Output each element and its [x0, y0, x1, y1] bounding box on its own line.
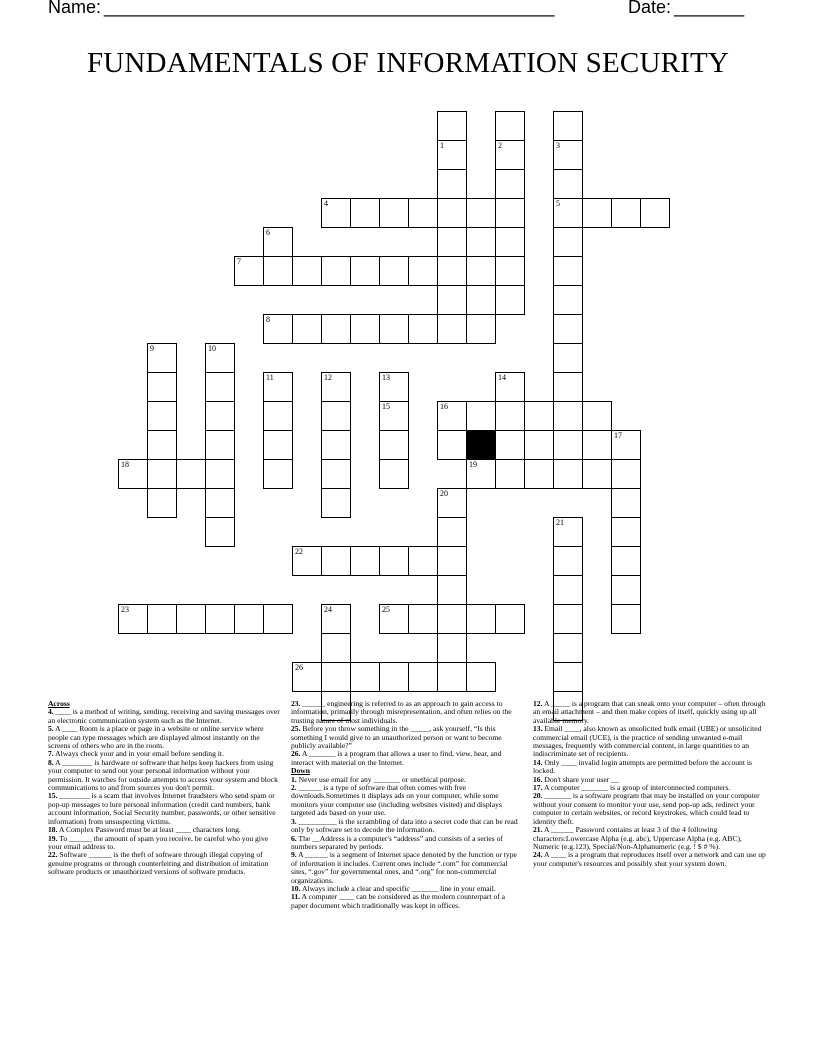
grid-cell [379, 604, 409, 634]
grid-cell [495, 111, 525, 141]
grid-cell [350, 198, 380, 228]
grid-cell [263, 459, 293, 489]
clue-item-text: A ____ is a program that reproduces itself over a network and can use up your computer's resources and possibly shut your system down. [533, 850, 766, 868]
clue-item-text: A computer _______ is a group of interconnected computers. [542, 783, 731, 793]
clue-item [291, 750, 523, 767]
clue-number: 23 [121, 605, 129, 614]
clue-number: 2 [498, 141, 502, 150]
grid-cell [495, 227, 525, 257]
grid-cell [408, 314, 438, 344]
clue-item-number: 11. [291, 892, 301, 902]
grid-cell [350, 314, 380, 344]
grid-cell [437, 604, 467, 634]
grid-cell [466, 604, 496, 634]
grid-cell [263, 256, 293, 286]
clue-item-number: 15. [48, 791, 58, 801]
grid-cell [118, 459, 148, 489]
grid-cell [495, 140, 525, 170]
clue-heading-down: Down [291, 766, 310, 776]
grid-cell [437, 430, 467, 460]
clue-item-number: 22. [48, 850, 58, 860]
clue-number: 21 [556, 518, 564, 527]
grid-cell [466, 198, 496, 228]
clue-item [48, 835, 280, 852]
grid-cell [263, 401, 293, 431]
grid-cell [495, 401, 525, 431]
grid-cell [611, 575, 641, 605]
clue-number: 22 [295, 547, 303, 556]
grid-cell [408, 604, 438, 634]
grid-cell [408, 546, 438, 576]
clue-number: 20 [440, 489, 448, 498]
clue-number: 5 [556, 199, 560, 208]
clue-item-text: __________ is the scrambling of data into a secret code that can be read only by software set to decode the information. [291, 816, 518, 835]
clue-number: 11 [266, 373, 274, 382]
grid-cell [379, 401, 409, 431]
clue-item-number: 8. [48, 757, 54, 767]
grid-cell [321, 546, 351, 576]
grid-cell [524, 459, 554, 489]
clue-number: 15 [382, 402, 390, 411]
clue-item-text: ______ engineering is referred to as an approach to gain access to information, primarily through misrepresentation, and often relies on the trusting nature of most individuals. [291, 699, 512, 725]
grid-cell [466, 459, 496, 489]
grid-cell [263, 227, 293, 257]
grid-cell [321, 198, 351, 228]
grid-cell-blocked [466, 430, 496, 460]
grid-cell [582, 401, 612, 431]
clue-item-number: 3. [291, 816, 297, 826]
grid-cell [292, 662, 322, 692]
clue-item-number: 18. [48, 825, 58, 835]
grid-cell [553, 459, 583, 489]
clue-item [291, 893, 523, 910]
grid-cell [263, 314, 293, 344]
clue-item [291, 700, 523, 725]
grid-cell [611, 488, 641, 518]
clue-item-number: 9. [291, 850, 297, 860]
grid-cell [292, 256, 322, 286]
grid-cell [205, 517, 235, 547]
clue-item-text: A _____ is a program that can sneak onto your computer – often through an email attachment – and then make copies of itself, quickly using up all available memory. [533, 699, 766, 725]
grid-cell [553, 372, 583, 402]
clue-item [291, 725, 523, 750]
clue-item [291, 818, 523, 835]
grid-cell [553, 111, 583, 141]
clue-number: 4 [324, 199, 328, 208]
clue-item-text: The __Address is a computer's “address” and consists of a series of numbers separated by periods. [291, 833, 503, 851]
grid-cell [553, 401, 583, 431]
grid-cell [321, 401, 351, 431]
grid-cell [437, 546, 467, 576]
clue-item-text: _______ is a software program that may be installed on your computer without your consent to monitor your use, send pop-up ads, redirect your computer to certain websites, or record keystrokes, which could lead to identity theft. [533, 791, 760, 826]
grid-cell [553, 575, 583, 605]
clue-item [533, 759, 768, 776]
puzzle-title: FUNDAMENTALS OF INFORMATION SECURITY [86, 47, 730, 79]
clue-item-text: Always include a clear and specific _______ line in your email. [300, 883, 496, 893]
grid-cell [495, 430, 525, 460]
grid-cell [437, 517, 467, 547]
clue-number: 24 [324, 605, 332, 614]
grid-cell [176, 459, 206, 489]
grid-cell [176, 604, 206, 634]
grid-cell [495, 372, 525, 402]
clue-item-text: To ______ the amount of spam you receive, be careful who you give your email address to. [48, 833, 269, 851]
clue-number: 12 [324, 373, 332, 382]
grid-cell [553, 430, 583, 460]
clue-number: 13 [382, 373, 390, 382]
clue-item [291, 835, 523, 852]
grid-cell [263, 604, 293, 634]
clue-item [291, 784, 523, 818]
grid-cell [147, 604, 177, 634]
grid-cell [437, 140, 467, 170]
grid-cell [437, 662, 467, 692]
grid-cell [205, 459, 235, 489]
grid-cell [321, 488, 351, 518]
clue-number: 19 [469, 460, 477, 469]
grid-cell [611, 546, 641, 576]
grid-cell [495, 604, 525, 634]
grid-cell [379, 430, 409, 460]
clue-item [533, 725, 768, 759]
grid-cell [466, 662, 496, 692]
grid-cell [147, 343, 177, 373]
grid-cell [553, 227, 583, 257]
grid-cell [205, 488, 235, 518]
clue-item-text: ________ is a scam that involves Internet fraudsters who send spam or pop-up messages to lure personal information (credit card numbers, bank account information, Social Security number, passwords, or other sensitive information) from unsuspecting victims. [48, 791, 276, 826]
grid-cell [553, 343, 583, 373]
grid-cell [437, 256, 467, 286]
grid-cell [553, 256, 583, 286]
grid-cell [553, 546, 583, 576]
clue-item [533, 792, 768, 826]
clue-item-text: Never use email for any _______ or unethical purpose. [296, 774, 466, 784]
clue-item-number: 4. [48, 707, 54, 717]
name-label: Name: [48, 0, 102, 17]
grid-cell [553, 517, 583, 547]
clue-item-text: Email ____, also known as unsolicited bulk email (UBE) or unsolicited commercial email (UCE), is the practice of sending unwanted e-mail messages, frequently with commercial content, in large quantities to an indiscriminate set of recipients. [533, 724, 762, 759]
grid-cell [205, 604, 235, 634]
grid-cell [437, 575, 467, 605]
clue-item-text: Before you throw something in the _____, ask yourself, “Is this something I would give to an unauthorized person or want to become publicly available?” [291, 724, 502, 751]
grid-cell [437, 314, 467, 344]
grid-cell [379, 459, 409, 489]
grid-cell [495, 198, 525, 228]
grid-cell [379, 256, 409, 286]
clue-item-text: A ____ Room is a place or page in a website or online service where people can type messages which are displayed almost instantly on the screens of others who are in the room. [48, 724, 264, 751]
clue-number: 9 [150, 344, 154, 353]
clue-item-number: 21. [533, 825, 543, 835]
clue-item [48, 851, 280, 876]
clue-item-number: 12. [533, 699, 543, 708]
clue-item-number: 16. [533, 774, 543, 784]
clue-item-number: 6. [291, 833, 297, 843]
grid-cell [321, 430, 351, 460]
clue-item-number: 13. [533, 724, 543, 734]
grid-cell [495, 256, 525, 286]
grid-cell [611, 430, 641, 460]
grid-cell [350, 546, 380, 576]
grid-cell [292, 546, 322, 576]
clue-number: 6 [266, 228, 270, 237]
grid-cell [147, 430, 177, 460]
clue-item-number: 25. [291, 724, 301, 734]
grid-cell [292, 314, 322, 344]
grid-cell [582, 430, 612, 460]
clues-column-1 [48, 700, 280, 877]
grid-cell [495, 285, 525, 315]
grid-cell [379, 662, 409, 692]
clue-number: 25 [382, 605, 390, 614]
grid-cell [640, 198, 670, 228]
grid-cell [466, 256, 496, 286]
clue-number: 26 [295, 663, 303, 672]
grid-cell [437, 111, 467, 141]
clue-item-number: 19. [48, 833, 58, 843]
grid-cell [437, 633, 467, 663]
grid-cell [611, 604, 641, 634]
clue-item [48, 759, 280, 793]
grid-cell [234, 256, 264, 286]
grid-cell [495, 459, 525, 489]
grid-cell [118, 604, 148, 634]
clue-item-text: A ______ Password contains at least 3 of the 4 following characters:Lowercase Alpha (e.g. abc), Uppercase Alpha (e.g. ABC), Numeric (e.g.123), Special/Non-Alphanumeric (e.g. ! $ # %). [533, 825, 742, 851]
grid-cell [408, 662, 438, 692]
grid-cell [553, 198, 583, 228]
clue-item [48, 725, 280, 750]
grid-cell [437, 285, 467, 315]
grid-cell [205, 430, 235, 460]
clue-number: 8 [266, 315, 270, 324]
grid-cell [553, 140, 583, 170]
grid-cell [437, 488, 467, 518]
grid-cell [437, 401, 467, 431]
grid-cell [408, 198, 438, 228]
clue-item-number: 14. [533, 757, 543, 767]
clue-item [533, 826, 768, 851]
grid-cell [379, 198, 409, 228]
clue-item-number: 5. [48, 724, 54, 734]
grid-cell [582, 459, 612, 489]
grid-cell [350, 662, 380, 692]
grid-cell [147, 372, 177, 402]
clue-item [48, 708, 280, 725]
clues-column-2 [291, 700, 523, 910]
grid-cell [205, 372, 235, 402]
grid-cell [379, 546, 409, 576]
clue-number: 7 [237, 257, 241, 266]
clue-number: 18 [121, 460, 129, 469]
grid-cell [437, 198, 467, 228]
grid-cell [321, 604, 351, 634]
clue-item-number: 17. [533, 783, 543, 793]
grid-cell [437, 169, 467, 199]
grid-cell [582, 198, 612, 228]
grid-cell [437, 227, 467, 257]
clue-item [533, 700, 768, 725]
grid-cell [147, 459, 177, 489]
grid-cell [611, 198, 641, 228]
grid-cell [553, 314, 583, 344]
grid-cell [553, 285, 583, 315]
clue-item-number: 24. [533, 850, 543, 860]
grid-cell [234, 604, 264, 634]
grid-cell [321, 372, 351, 402]
date-blank-line: _______ [674, 0, 745, 17]
grid-cell [553, 633, 583, 663]
clue-number: 10 [208, 344, 216, 353]
clue-item-number: 7. [48, 749, 54, 759]
clue-item-text: Software ______ is the theft of software through illegal copying of genuine programs or through counterfeiting and distribution of imitation software products or unauthorized versions of software products. [48, 850, 269, 877]
grid-cell [350, 256, 380, 286]
clue-item [48, 792, 280, 826]
grid-cell [321, 633, 351, 663]
clue-item-number: 26. [291, 749, 301, 759]
clue-item-number: 2. [291, 783, 297, 793]
clue-number: 3 [556, 141, 560, 150]
clues-column-3 [533, 700, 768, 868]
clue-item-text: A ________ is hardware or software that helps keep hackers from using your computer to send out your personal information without your permission. It watches for outside attempts to access your system and block communications to and from sources you don't permit. [48, 757, 278, 793]
date-label: Date: [628, 0, 672, 17]
grid-cell [524, 401, 554, 431]
clue-heading-across: Across [48, 699, 70, 708]
grid-cell [553, 604, 583, 634]
clue-item-text: ______ is a type of software that often comes with free downloads.Sometimes it displays ads on your computer, while some monitors your computer use (including websites visited) and displays targeted ads based on your use. [291, 783, 502, 818]
grid-cell [611, 517, 641, 547]
grid-cell [147, 488, 177, 518]
clue-number: 16 [440, 402, 448, 411]
clue-number: 17 [614, 431, 622, 440]
clue-item-text: A computer ____ can be considered as the modern counterpart of a paper document which traditionally was kept in offices. [291, 892, 506, 910]
clue-item-number: 1. [291, 774, 297, 784]
grid-cell [321, 459, 351, 489]
clue-item-text: A Complex Password must be at least ____ characters long. [57, 825, 241, 835]
grid-cell [147, 401, 177, 431]
grid-cell [205, 401, 235, 431]
grid-cell [553, 662, 583, 692]
clue-item-text: A _______ is a program that allows a user to find, view, hear, and interact with material on the Internet. [291, 749, 502, 767]
grid-cell [379, 314, 409, 344]
clue-item [291, 851, 523, 885]
clue-item-text: A ______ is a segment of Internet space denoted by the function or type of information it includes. Current ones include “.com” for commercial sites, “.gov” for governmental ones, and “.org” for non-commercial organizations. [291, 850, 517, 885]
grid-cell [321, 662, 351, 692]
grid-cell [553, 169, 583, 199]
grid-cell [263, 372, 293, 402]
grid-cell [495, 169, 525, 199]
clue-number: 1 [440, 141, 444, 150]
grid-cell [205, 343, 235, 373]
clue-item-text: Always check your and in your email before sending it. [53, 749, 224, 759]
clue-item-number: 23. [291, 699, 301, 708]
name-blank-line: _____________________________________________ [104, 0, 555, 17]
grid-cell [321, 256, 351, 286]
grid-cell [466, 314, 496, 344]
grid-cell [263, 430, 293, 460]
clue-number: 14 [498, 373, 506, 382]
clue-item-text: ____ is a method of writing, sending, receiving and saving messages over an electronic communication system such as the Internet. [48, 707, 280, 725]
grid-cell [408, 256, 438, 286]
grid-cell [379, 372, 409, 402]
grid-cell [466, 401, 496, 431]
grid-cell [524, 430, 554, 460]
clue-item-text: Don't share your user __ [542, 774, 619, 784]
grid-cell [321, 314, 351, 344]
clue-item-number: 20. [533, 791, 543, 801]
grid-cell [611, 459, 641, 489]
clue-item-number: 10. [291, 883, 301, 893]
clue-item-text: Only ____ invalid login attempts are permitted before the account is locked. [533, 757, 752, 776]
clue-item [533, 851, 768, 868]
